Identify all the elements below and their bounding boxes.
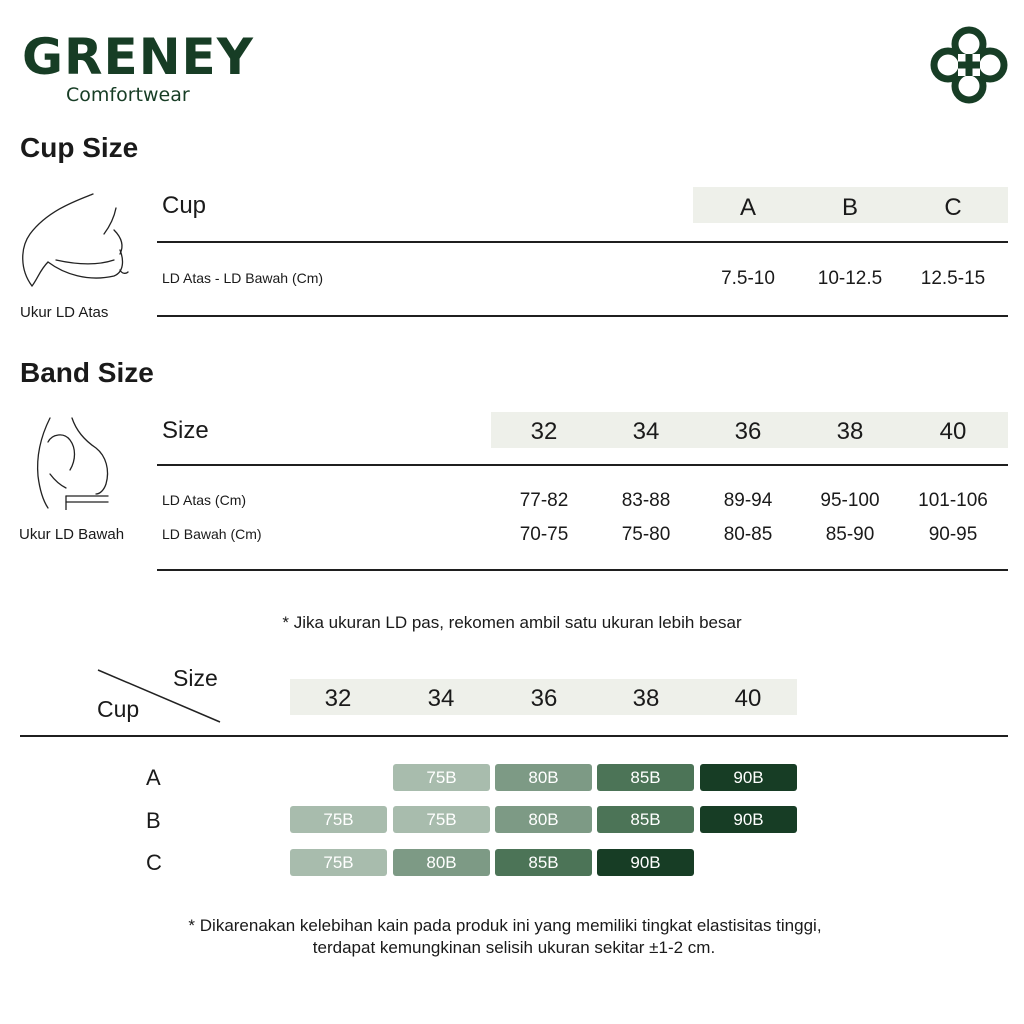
band-cell: 89-94 xyxy=(723,490,773,511)
size-chip: 90B xyxy=(700,806,797,833)
cup-col-b: B xyxy=(841,194,858,221)
greney-monogram-icon xyxy=(928,24,1010,106)
matrix-header-divider xyxy=(20,735,1008,737)
band-cell: 101-106 xyxy=(918,490,988,511)
cup-header-label: Cup xyxy=(162,192,207,219)
matrix-col-32: 32 xyxy=(324,685,352,712)
size-chip: 85B xyxy=(597,764,694,791)
cup-header-divider xyxy=(157,241,1008,243)
cup-size-title: Cup Size xyxy=(20,132,139,163)
band-bottom-divider xyxy=(157,569,1008,571)
elasticity-note-line1: * Dikarenakan kelebihan kain pada produk ini yang memiliki tingkat elastisitas tinggi, xyxy=(188,916,822,935)
band-cell: 90-95 xyxy=(928,524,978,545)
size-chip: 90B xyxy=(597,849,694,876)
sizing-note: * Jika ukuran LD pas, rekomen ambil satu ukuran lebih besar xyxy=(282,613,742,632)
band-row-label: LD Atas (Cm) xyxy=(162,492,247,508)
band-col-36: 36 xyxy=(734,418,762,445)
size-chip: 80B xyxy=(393,849,490,876)
band-cell: 85-90 xyxy=(825,524,875,545)
size-chip: 85B xyxy=(597,806,694,833)
matrix-row-label: A xyxy=(146,765,161,790)
matrix-corner-diagonal xyxy=(96,665,224,726)
matrix-row-label: B xyxy=(146,808,161,833)
matrix-corner-cup: Cup xyxy=(97,696,140,722)
matrix-col-40: 40 xyxy=(734,685,762,712)
size-chip: 75B xyxy=(393,764,490,791)
size-chip: 80B xyxy=(495,764,592,791)
cup-value-b: 10-12.5 xyxy=(817,268,883,289)
size-chip: 75B xyxy=(290,849,387,876)
size-chip: 80B xyxy=(495,806,592,833)
band-cell: 70-75 xyxy=(519,524,569,545)
band-cell: 80-85 xyxy=(723,524,773,545)
brand-name: GRENEY xyxy=(22,28,254,86)
matrix-col-36: 36 xyxy=(530,685,558,712)
cup-value-a: 7.5-10 xyxy=(721,268,775,289)
matrix-corner-size: Size xyxy=(173,665,218,691)
band-cell: 75-80 xyxy=(621,524,671,545)
brand-tagline: Comfortwear xyxy=(66,84,190,106)
size-chip: 75B xyxy=(393,806,490,833)
elasticity-note-line2: terdapat kemungkinan selisih ukuran sekitar ±1-2 cm. xyxy=(312,938,716,957)
cup-bottom-divider xyxy=(157,315,1008,317)
band-header-divider xyxy=(157,464,1008,466)
cup-illustration-caption: Ukur LD Atas xyxy=(20,304,109,321)
cup-col-c: C xyxy=(944,194,962,221)
band-header-label: Size xyxy=(162,417,209,444)
band-size-title: Band Size xyxy=(20,357,154,388)
matrix-col-34: 34 xyxy=(427,685,455,712)
band-illustration-caption: Ukur LD Bawah xyxy=(19,526,125,543)
band-row-label: LD Bawah (Cm) xyxy=(162,526,262,542)
underbust-measure-illustration xyxy=(30,414,120,510)
matrix-row-label: C xyxy=(146,850,162,875)
cup-value-c: 12.5-15 xyxy=(920,268,986,289)
matrix-col-38: 38 xyxy=(632,685,660,712)
size-chip: 85B xyxy=(495,849,592,876)
band-col-32: 32 xyxy=(530,418,558,445)
size-chip: 75B xyxy=(290,806,387,833)
band-cell: 95-100 xyxy=(820,490,880,511)
band-cell: 83-88 xyxy=(621,490,671,511)
upper-bust-measure-illustration xyxy=(18,190,130,290)
band-col-34: 34 xyxy=(632,418,660,445)
band-col-38: 38 xyxy=(836,418,864,445)
cup-row-label: LD Atas - LD Bawah (Cm) xyxy=(162,270,324,286)
size-chip: 90B xyxy=(700,764,797,791)
band-col-40: 40 xyxy=(939,418,967,445)
cup-col-a: A xyxy=(739,194,756,221)
band-cell: 77-82 xyxy=(519,490,569,511)
